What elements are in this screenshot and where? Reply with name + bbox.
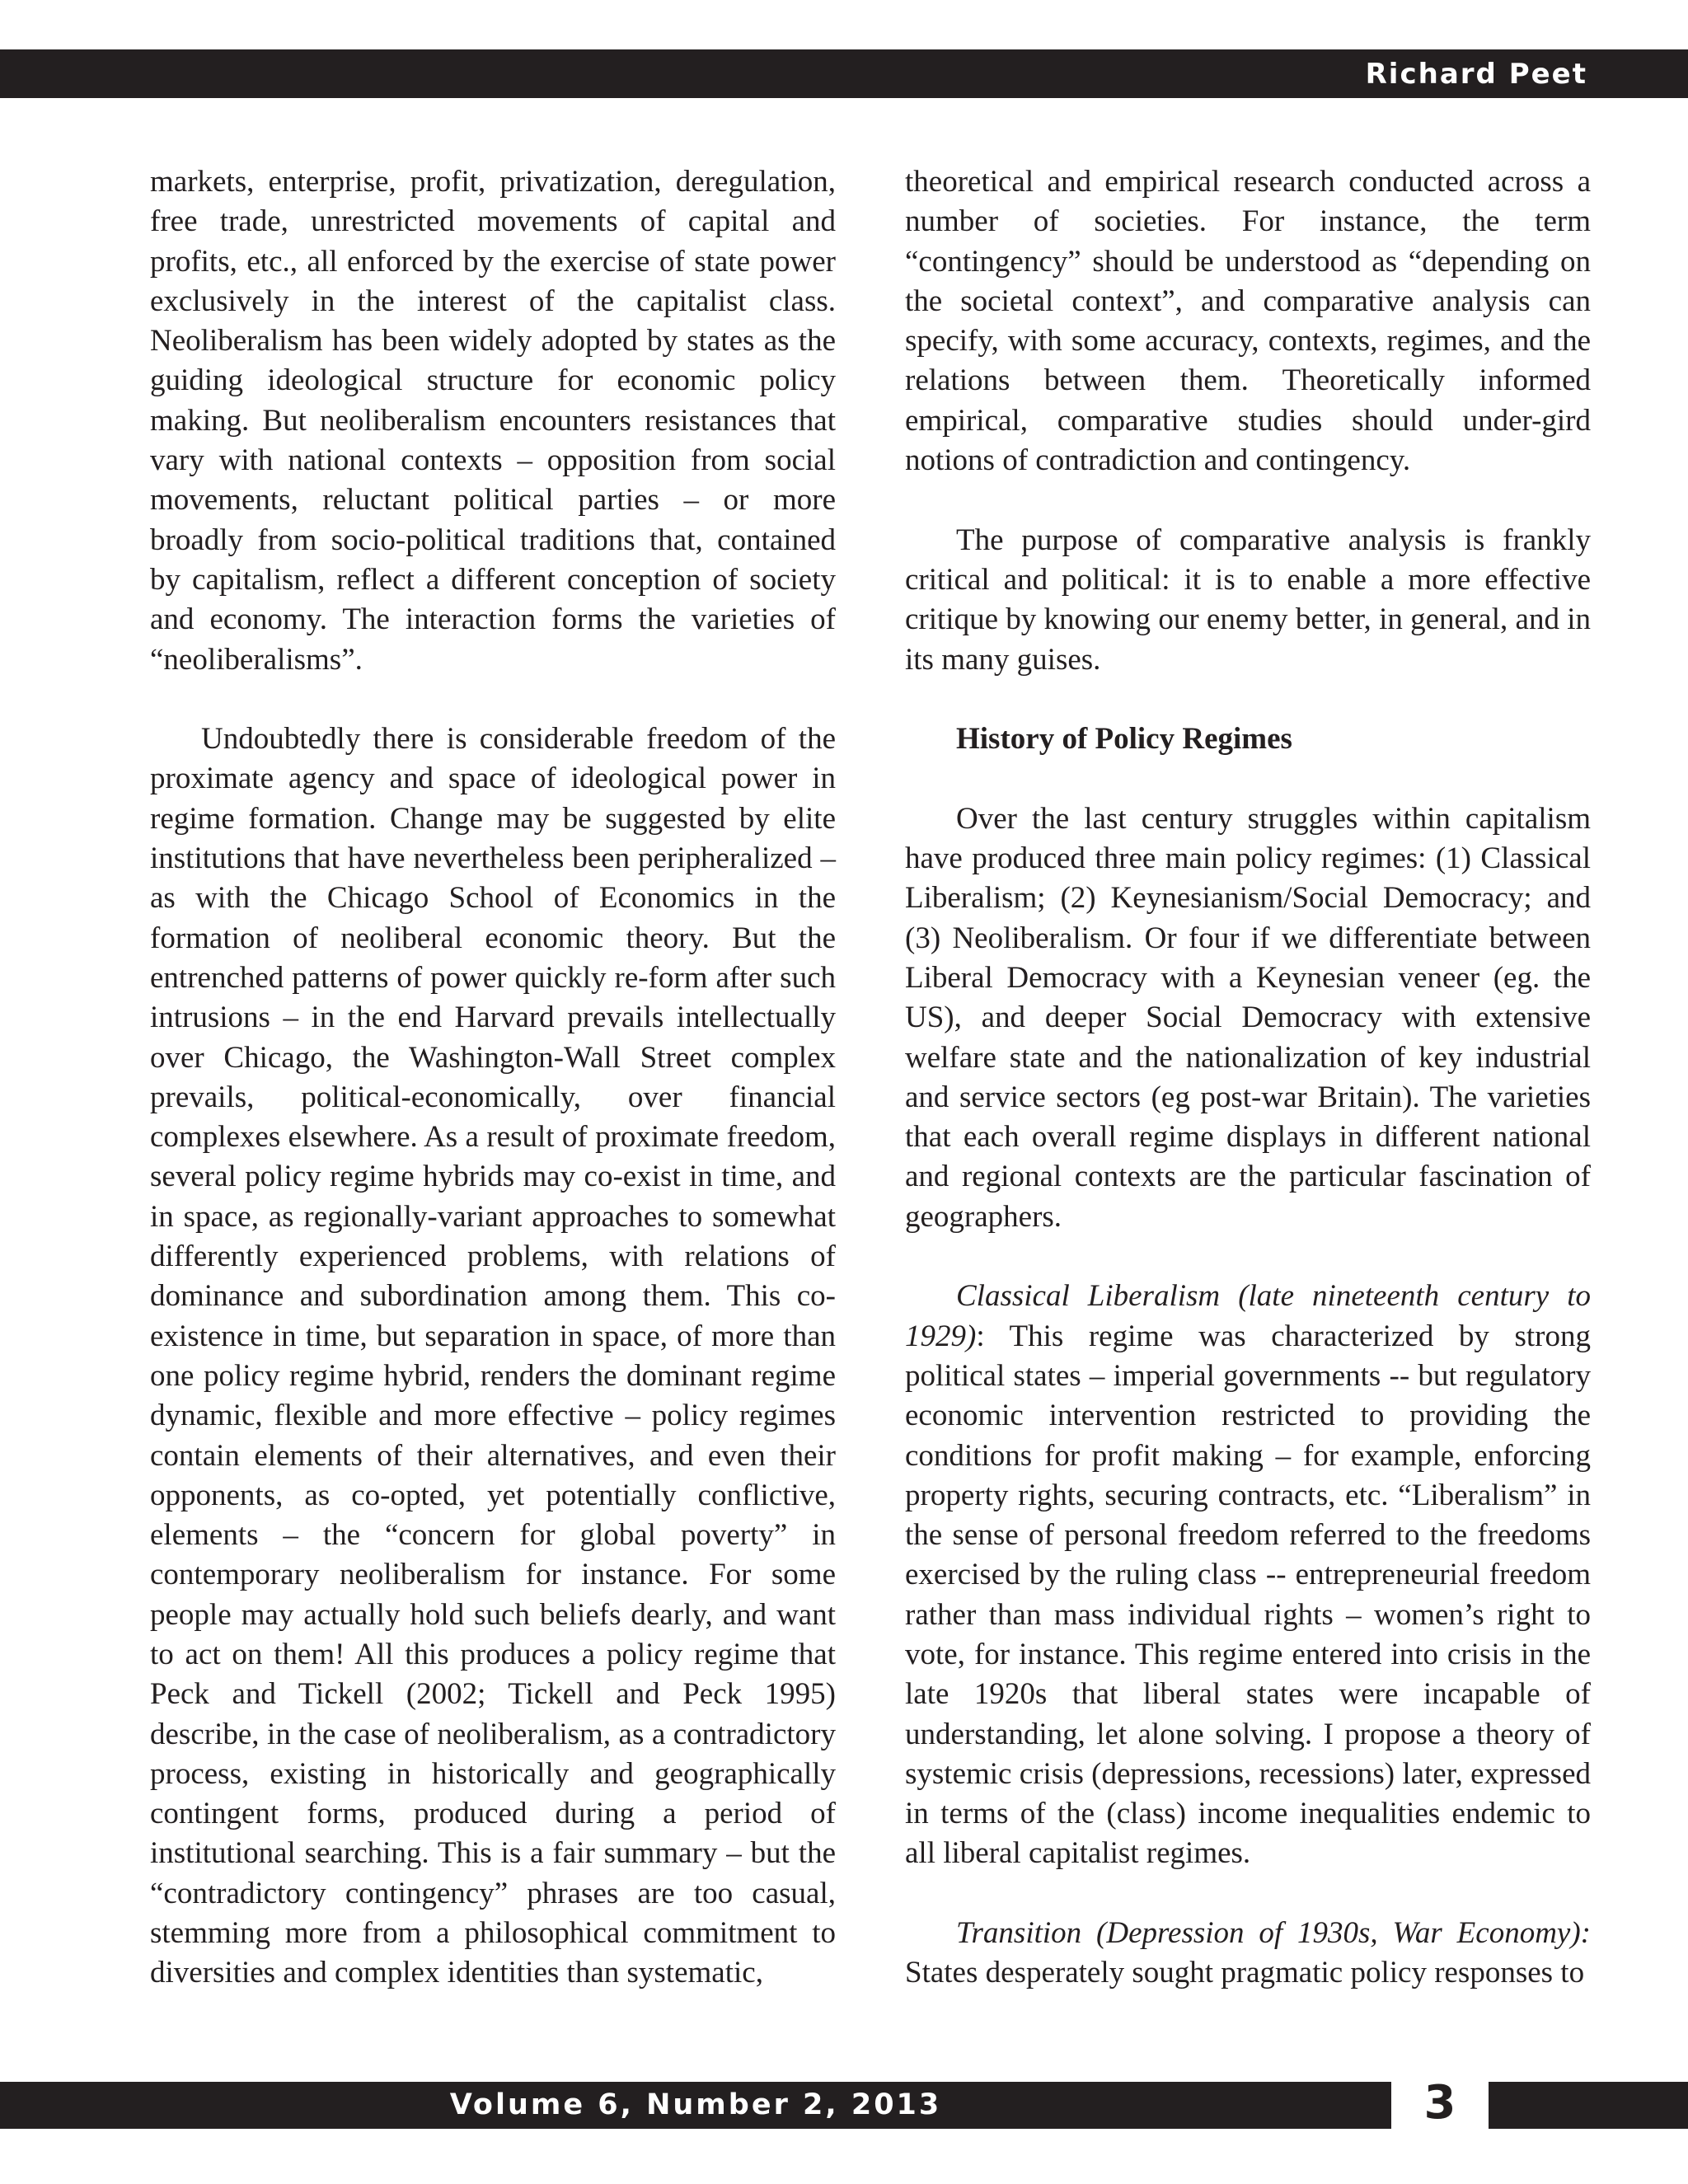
section-heading: History of Policy Regimes [956, 722, 1292, 757]
transition-body: States desperately sought pragmatic policy responses to [905, 1956, 1585, 1990]
running-head-author: Richard Peet [1365, 58, 1587, 91]
page-number: 3 [1423, 2076, 1456, 2130]
right-paragraph-1: theoretical and empirical research conducted across a number of societies. For instance, the term “contingency” should be understood as “depending on the societal context”, and comparative analysis can specify, with some accuracy, contexts, regimes, and the relations between them. Theoretically informed empirical, comparative studies should under-gird notions of contradiction and contingency. [905, 165, 1591, 478]
classical-liberalism-body: : This regime was characterized by strong political states – imperial governments -- but regulatory economic intervention restricted to providing the conditions for profit making – for example, enforcing property rights, securing contracts, etc. “Liberalism” in the sense of personal freedom referred to the freedoms exercised by the ruling class -- entrepreneurial freedom rather than mass individual rights – women’s right to vote, for instance. This regime entered into crisis in the late 1920s that liberal states were incapable of understanding, let alone solving. I propose a theory of systemic crisis (depressions, recessions) later, expressed in terms of the (class) income inequalities endemic to all liberal capitalist regimes. [905, 1319, 1591, 1871]
transition-title: Transition (Depression of 1930s, War Economy): [956, 1916, 1591, 1951]
left-paragraph-1: markets, enterprise, profit, privatization, deregulation, free trade, unrestricted movements of capital and profits, etc., all enforced by the exercise of state power exclusively in the interest of the capitalist class. Neoliberalism has been widely adopted by states as the guiding ideological structure for economic policy making. But neoliberalism encounters resistances that vary with national contexts – opposition from social movements, reluctant political parties – or more broadly from socio-political traditions that, contained by capitalism, reflect a different conception of society and economy. The interaction forms the varieties of “neoliberalisms”. [150, 165, 836, 677]
footer-bar-right [1489, 2082, 1688, 2129]
right-column [905, 162, 1591, 1994]
footer-volume-label: Volume 6, Number 2, 2013 [449, 2088, 942, 2121]
right-paragraph-3: Over the last century struggles within capitalism have produced three main policy regimes: (1) Classical Liberalism; (2) Keynesianism/Social Democracy; and (3) Neoliberalism. Or four if we differentiate between Liberal Democracy with a Keynesian veneer (eg. the US), and deeper Social Democracy with extensive welfare state and the nationalization of key industrial and service sectors (eg post-war Britain). The varieties that each overall regime displays in different national and regional contexts are the particular fascination of geographers. [905, 801, 1591, 1234]
classical-liberalism-title: Classical Liberalism (late nineteenth century to 1929) [905, 1279, 1591, 1353]
right-paragraph-4 [905, 1277, 1591, 1873]
left-paragraph-2: Undoubtedly there is considerable freedom of the proximate agency and space of ideological power in regime formation. Change may be suggested by elite institutions that have nevertheless been peripheralized – as with the Chicago School of Economics in the formation of neoliberal economic theory. But the entrenched patterns of power quickly re-form after such intrusions – in the end Harvard prevails intellectually over Chicago, the Washington-Wall Street complex prevails, political-economically, over financial complexes elsewhere. As a result of proximate freedom, several policy regime hybrids may co-exist in time, and in space, as regionally-variant approaches to somewhat differently experienced problems, with relations of dominance and subordination among them. This co-existence in time, but separation in space, of more than one policy regime hybrid, renders the dominant regime dynamic, flexible and more effective – policy regimes contain elements of their alternatives, and even their opponents, as co-opted, yet potentially conflictive, elements – the “concern for global poverty” in contemporary neoliberalism for instance. For some people may actually hold such beliefs dearly, and want to act on them! All this produces a policy regime that Peck and Tickell (2002; Tickell and Peck 1995) describe, in the case of neoliberalism, as a contradictory process, existing in historically and geographically contingent forms, produced during a period of institutional searching. This is a fair summary – but the “contradictory contingency” phrases are too casual, stemming more from a philosophical commitment to diversities and complex identities than systematic, [150, 722, 836, 1990]
right-paragraph-2: The purpose of comparative analysis is frankly critical and political: it is to enable a more effective critique by knowing our enemy better, in general, and in its many guises. [905, 523, 1591, 677]
right-paragraph-5 [905, 1914, 1591, 1994]
left-column [150, 162, 836, 1994]
